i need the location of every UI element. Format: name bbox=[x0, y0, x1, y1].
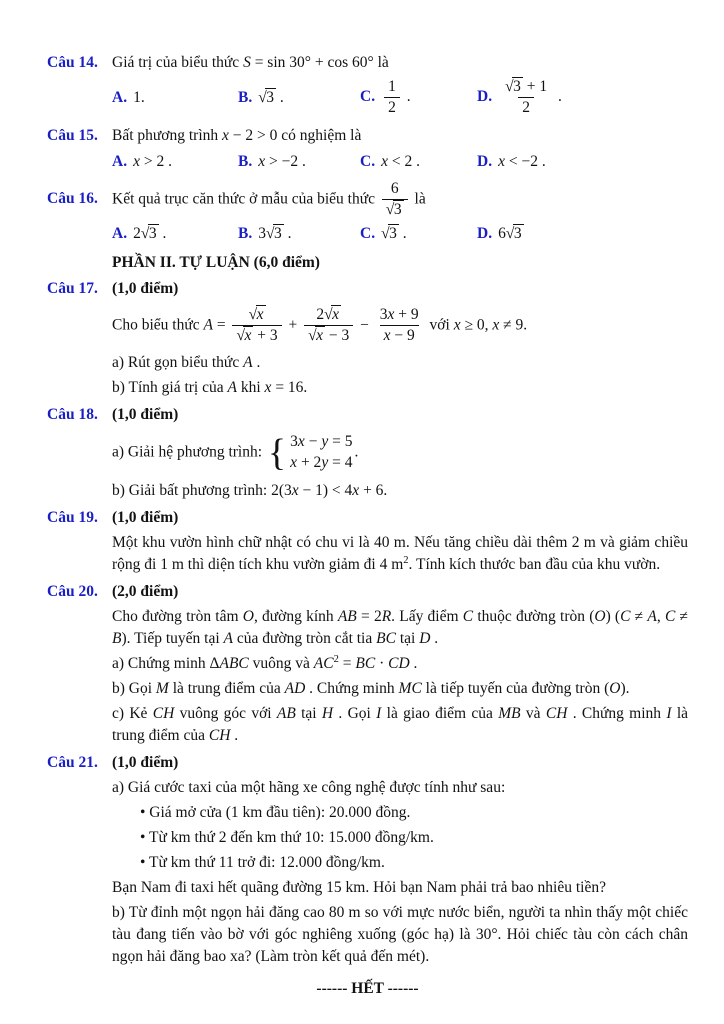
question-20-part-b: b) Gọi M là trung điểm của AD . Chứng minh MC là tiếp tuyến của đường tròn (O). bbox=[112, 679, 630, 697]
question-17-row bbox=[47, 278, 688, 300]
question-16-option-a bbox=[112, 223, 238, 245]
question-16-option-b bbox=[238, 223, 360, 245]
question-15-option-d bbox=[477, 151, 688, 173]
question-18-part-b: b) Giải bất phương trình: 2(3x − 1) < 4x + 6. bbox=[112, 481, 388, 499]
question-17-part-b: b) Tính giá trị của A khi x = 16. bbox=[112, 378, 308, 396]
question-14-label: Câu 14. bbox=[47, 54, 98, 71]
option-value-d: x < −2 . bbox=[498, 152, 546, 170]
option-value-c: x < 2 . bbox=[381, 152, 420, 170]
option-letter-b: B. bbox=[238, 152, 253, 170]
question-17 bbox=[47, 278, 688, 399]
taxi-fare-bullet-1: • Giá mở cửa (1 km đầu tiên): 20.000 đồng. bbox=[140, 803, 411, 821]
option-value-c: √3 . bbox=[381, 225, 407, 243]
question-21-points: (1,0 điểm) bbox=[112, 753, 179, 771]
option-value-d: 6√3 bbox=[498, 225, 522, 243]
option-letter-c: C. bbox=[360, 88, 376, 106]
option-letter-a: A. bbox=[112, 88, 128, 106]
question-15 bbox=[47, 125, 688, 173]
question-20-intro: Cho đường tròn tâm O, đường kính AB = 2R. Lấy điểm C thuộc đường tròn (O) (C ≠ A, C ≠ B). Tiếp tuyến tại A của đường tròn cắt tia BC tại D . bbox=[112, 607, 689, 647]
option-value-d: $\frac{√3 + 1}{2}$ . bbox=[505, 78, 562, 117]
question-17-label: Câu 17. bbox=[47, 280, 98, 298]
question-16-options bbox=[112, 223, 688, 245]
question-20-points: (2,0 điểm) bbox=[112, 582, 179, 600]
question-17-points: (1,0 điểm) bbox=[112, 280, 179, 298]
question-20-label: Câu 20. bbox=[47, 582, 98, 600]
question-20 bbox=[47, 581, 688, 747]
question-18-part-a: a) Giải hệ phương trình: { 3x − y = 5 x + 2y = 4 . bbox=[112, 431, 359, 474]
question-15-option-a bbox=[112, 151, 238, 173]
option-value-a: x > 2 . bbox=[133, 152, 172, 170]
question-14-options bbox=[112, 78, 688, 118]
question-15-options bbox=[112, 151, 688, 173]
question-15-row bbox=[47, 125, 688, 147]
question-21-row bbox=[47, 752, 688, 774]
question-14-option-a bbox=[112, 87, 238, 109]
question-21 bbox=[47, 752, 688, 968]
question-15-option-c bbox=[360, 151, 477, 173]
option-letter-a: A. bbox=[112, 152, 128, 170]
taxi-fare-bullet-3: • Từ km thứ 11 trở đi: 12.000 đồng/km. bbox=[140, 853, 385, 871]
question-21-part-b: b) Từ đỉnh một ngọn hải đăng cao 80 m so với mực nước biển, người ta nhìn thấy một chiếc tàu đang tiến vào bờ với góc nghiêng xuống (góc hạ) là 30°. Hỏi chiếc tàu còn cách chân ngọn hải đăng bao xa? (Làm tròn kết quả đến mét). bbox=[112, 903, 688, 965]
option-value-b: x > −2 . bbox=[258, 152, 306, 170]
option-letter-d: D. bbox=[477, 225, 493, 243]
question-17-part-a: a) Rút gọn biểu thức A . bbox=[112, 353, 261, 371]
question-19-row bbox=[47, 507, 688, 529]
option-value-c: $\frac{1}{2}$ . bbox=[381, 88, 411, 105]
option-value-b: √3 . bbox=[258, 88, 284, 106]
question-17-expression: Cho biểu thức A = $\frac{√x}{√x + 3}$ + $\frac{2√x}{√x - 3}$ − $\frac{3x + 9}{x - 9}$ với x ≥ 0, x ≠ 9. bbox=[112, 306, 528, 345]
option-letter-c: C. bbox=[360, 152, 376, 170]
question-14-option-d bbox=[477, 78, 688, 118]
part2-header: PHẦN II. TỰ LUẬN (6,0 điểm) bbox=[112, 254, 320, 272]
question-14-row bbox=[47, 52, 688, 74]
end-of-exam-marker: ------ HẾT ------ bbox=[316, 979, 419, 997]
option-value-a: 1. bbox=[133, 88, 145, 106]
question-20-part-c: c) Kẻ CH vuông góc với AB tại H . Gọi I là giao điểm của MB và CH . Chứng minh I là trung điểm của CH . bbox=[112, 704, 689, 744]
option-letter-c: C. bbox=[360, 225, 376, 243]
question-18-row bbox=[47, 404, 688, 426]
question-14-option-b bbox=[238, 87, 360, 109]
question-19-body: Một khu vườn hình chữ nhật có chu vi là 40 m. Nếu tăng chiều dài thêm 2 m và giảm chiều rộng đi 1 m thì diện tích khu vườn giảm đi 4 $m^2$. Tính kích thước ban đầu của khu vườn. bbox=[112, 533, 688, 573]
question-20-row bbox=[47, 581, 688, 603]
question-19-points: (1,0 điểm) bbox=[112, 508, 179, 526]
option-letter-d: D. bbox=[477, 152, 493, 170]
question-21-label: Câu 21. bbox=[47, 753, 98, 771]
question-16-option-c bbox=[360, 223, 477, 245]
question-15-option-b bbox=[238, 151, 360, 173]
option-letter-b: B. bbox=[238, 225, 253, 243]
question-14 bbox=[47, 52, 688, 118]
taxi-fare-bullet-2: • Từ km thứ 2 đến km thứ 10: 15.000 đồng/km. bbox=[140, 828, 434, 846]
question-18 bbox=[47, 404, 688, 502]
question-21-part-a-question: Bạn Nam đi taxi hết quãng đường 15 km. Hỏi bạn Nam phải trả bao nhiêu tiền? bbox=[112, 878, 606, 896]
question-16-row bbox=[47, 180, 688, 220]
question-18-points: (1,0 điểm) bbox=[112, 405, 179, 423]
question-15-stem: Bất phương trình x − 2 > 0 có nghiệm là bbox=[112, 126, 362, 144]
question-18-label: Câu 18. bbox=[47, 405, 98, 423]
question-16-option-d bbox=[477, 223, 688, 245]
question-14-option-c bbox=[360, 78, 477, 118]
option-value-b: 3√3 . bbox=[258, 225, 292, 243]
question-19-label: Câu 19. bbox=[47, 508, 98, 526]
question-15-label: Câu 15. bbox=[47, 126, 98, 144]
option-letter-a: A. bbox=[112, 225, 128, 243]
question-19 bbox=[47, 507, 688, 576]
question-20-part-a: a) Chứng minh ΔABC vuông và $AC^2$ = BC · CD . bbox=[112, 653, 418, 672]
option-letter-b: B. bbox=[238, 88, 253, 106]
question-21-part-a-intro: a) Giá cước taxi của một hãng xe công nghệ được tính như sau: bbox=[112, 778, 506, 796]
question-16 bbox=[47, 180, 688, 246]
question-16-stem: Kết quả trục căn thức ở mẫu của biểu thức $\frac{6}{√3}$ là bbox=[112, 179, 426, 218]
question-16-label: Câu 16. bbox=[47, 189, 98, 207]
option-letter-d: D. bbox=[477, 88, 493, 106]
question-14-stem: Giá trị của biểu thức S = sin 30° + cos 60° là bbox=[112, 54, 389, 71]
option-value-a: 2√3 . bbox=[133, 225, 167, 243]
